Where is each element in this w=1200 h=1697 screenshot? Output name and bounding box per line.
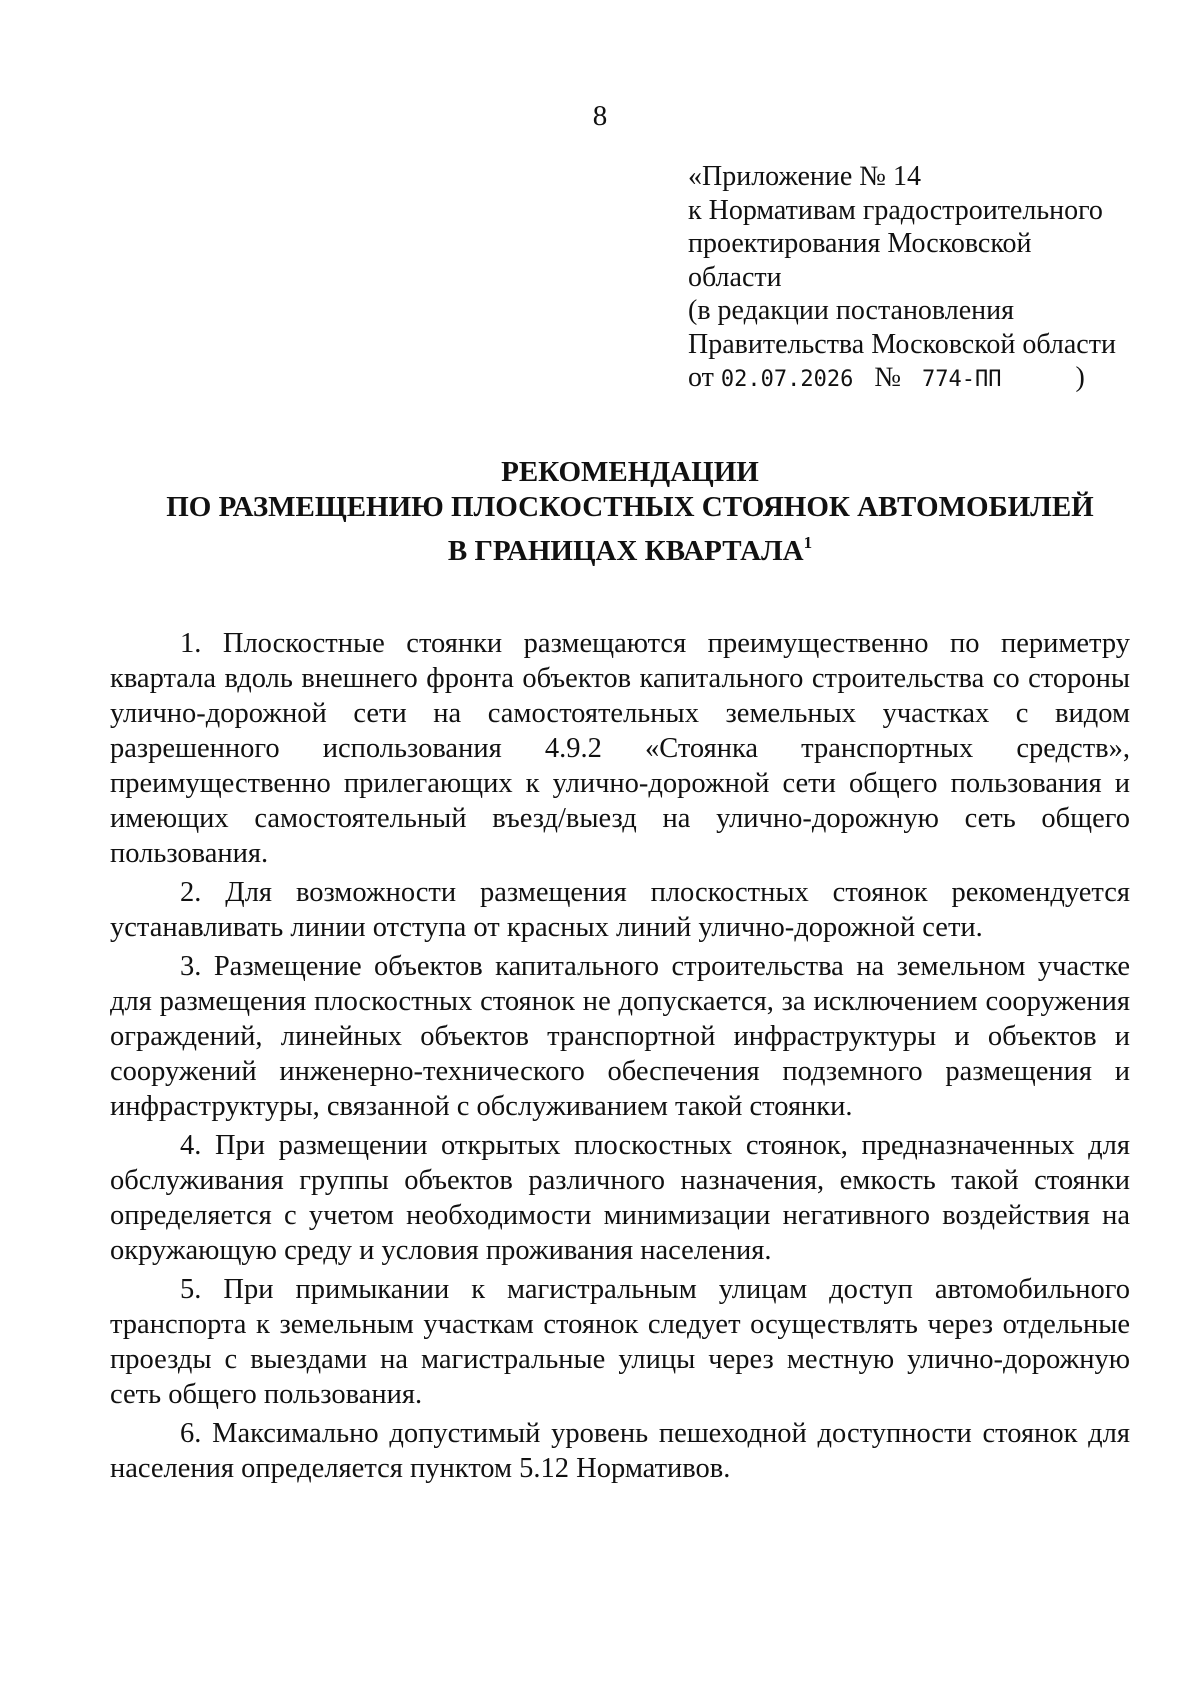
title-line: ПО РАЗМЕЩЕНИЮ ПЛОСКОСТНЫХ СТОЯНОК АВТОМОБИЛЕЙ <box>166 491 1094 523</box>
paragraph-6: 6. Максимально допустимый уровень пешеходной доступности стоянок для населения определяется пунктом 5.12 Нормативов. <box>110 1418 1130 1484</box>
resolution-number: 774-ПП <box>922 367 1002 392</box>
appendix-header <box>688 160 1138 397</box>
footnote-mark: 1 <box>803 533 813 552</box>
appendix-line: Правительства Московской области <box>688 328 1116 360</box>
resolution-date: 02.07.2026 <box>720 367 854 392</box>
title-line-with-footnote <box>0 525 1200 569</box>
page-number: 8 <box>592 100 608 132</box>
appendix-line: «Приложение № 14 <box>688 161 921 192</box>
number-sign: № <box>874 362 902 393</box>
document-title <box>0 455 1200 569</box>
appendix-line: области <box>688 261 782 293</box>
appendix-line: к Нормативам градостроительного <box>688 194 1103 226</box>
appendix-line: проектирования Московской <box>688 228 1032 259</box>
document-body <box>110 626 1130 1490</box>
paragraph-2: 2. Для возможности размещения плоскостных стоянок рекомендуется устанавливать линии отступа от красных линий улично-дорожной сети. <box>110 877 1130 943</box>
title-line: РЕКОМЕНДАЦИИ <box>501 456 759 488</box>
closing-bracket: ) <box>1075 362 1085 393</box>
paragraph-4: 4. При размещении открытых плоскостных стоянок, предназначенных для обслуживания группы объектов различного назначения, емкость такой стоянки определяется с учетом необходимости минимизации негативного воздействия на окружающую среду и условия проживания населения. <box>110 1130 1130 1266</box>
appendix-line: (в редакции постановления <box>688 295 1015 326</box>
paragraph-5: 5. При примыкании к магистральным улицам доступ автомобильного транспорта к земельным участкам стоянок следует осуществлять через отдельные проезды с выездами на магистральные улицы через местную улично-дорожную сеть общего пользования. <box>110 1274 1130 1410</box>
date-prefix: от <box>688 362 714 393</box>
title-line: В ГРАНИЦАХ КВАРТАЛА <box>447 535 804 567</box>
paragraph-1: 1. Плоскостные стоянки размещаются преимущественно по периметру квартала вдоль внешнего фронта объектов капитального строительства со стороны улично-дорожной сети на самостоятельных земельных участках с видом разрешенного использования 4.9.2 «Стоянка транспортных средств», преимущественно прилегающих к улично-дорожной сети общего пользования и имеющих самостоятельный въезд/выезд на улично-дорожную сеть общего пользования. <box>110 628 1130 869</box>
paragraph-3: 3. Размещение объектов капитального строительства на земельном участке для размещения плоскостных стоянок не допускается, за исключением сооружения ограждений, линейных объектов транспортной инфраструктуры и объектов и сооружений инженерно-технического обеспечения подземного размещения и инфраструктуры, связанной с обслуживанием такой стоянки. <box>110 951 1130 1122</box>
appendix-date-line <box>688 361 1138 397</box>
